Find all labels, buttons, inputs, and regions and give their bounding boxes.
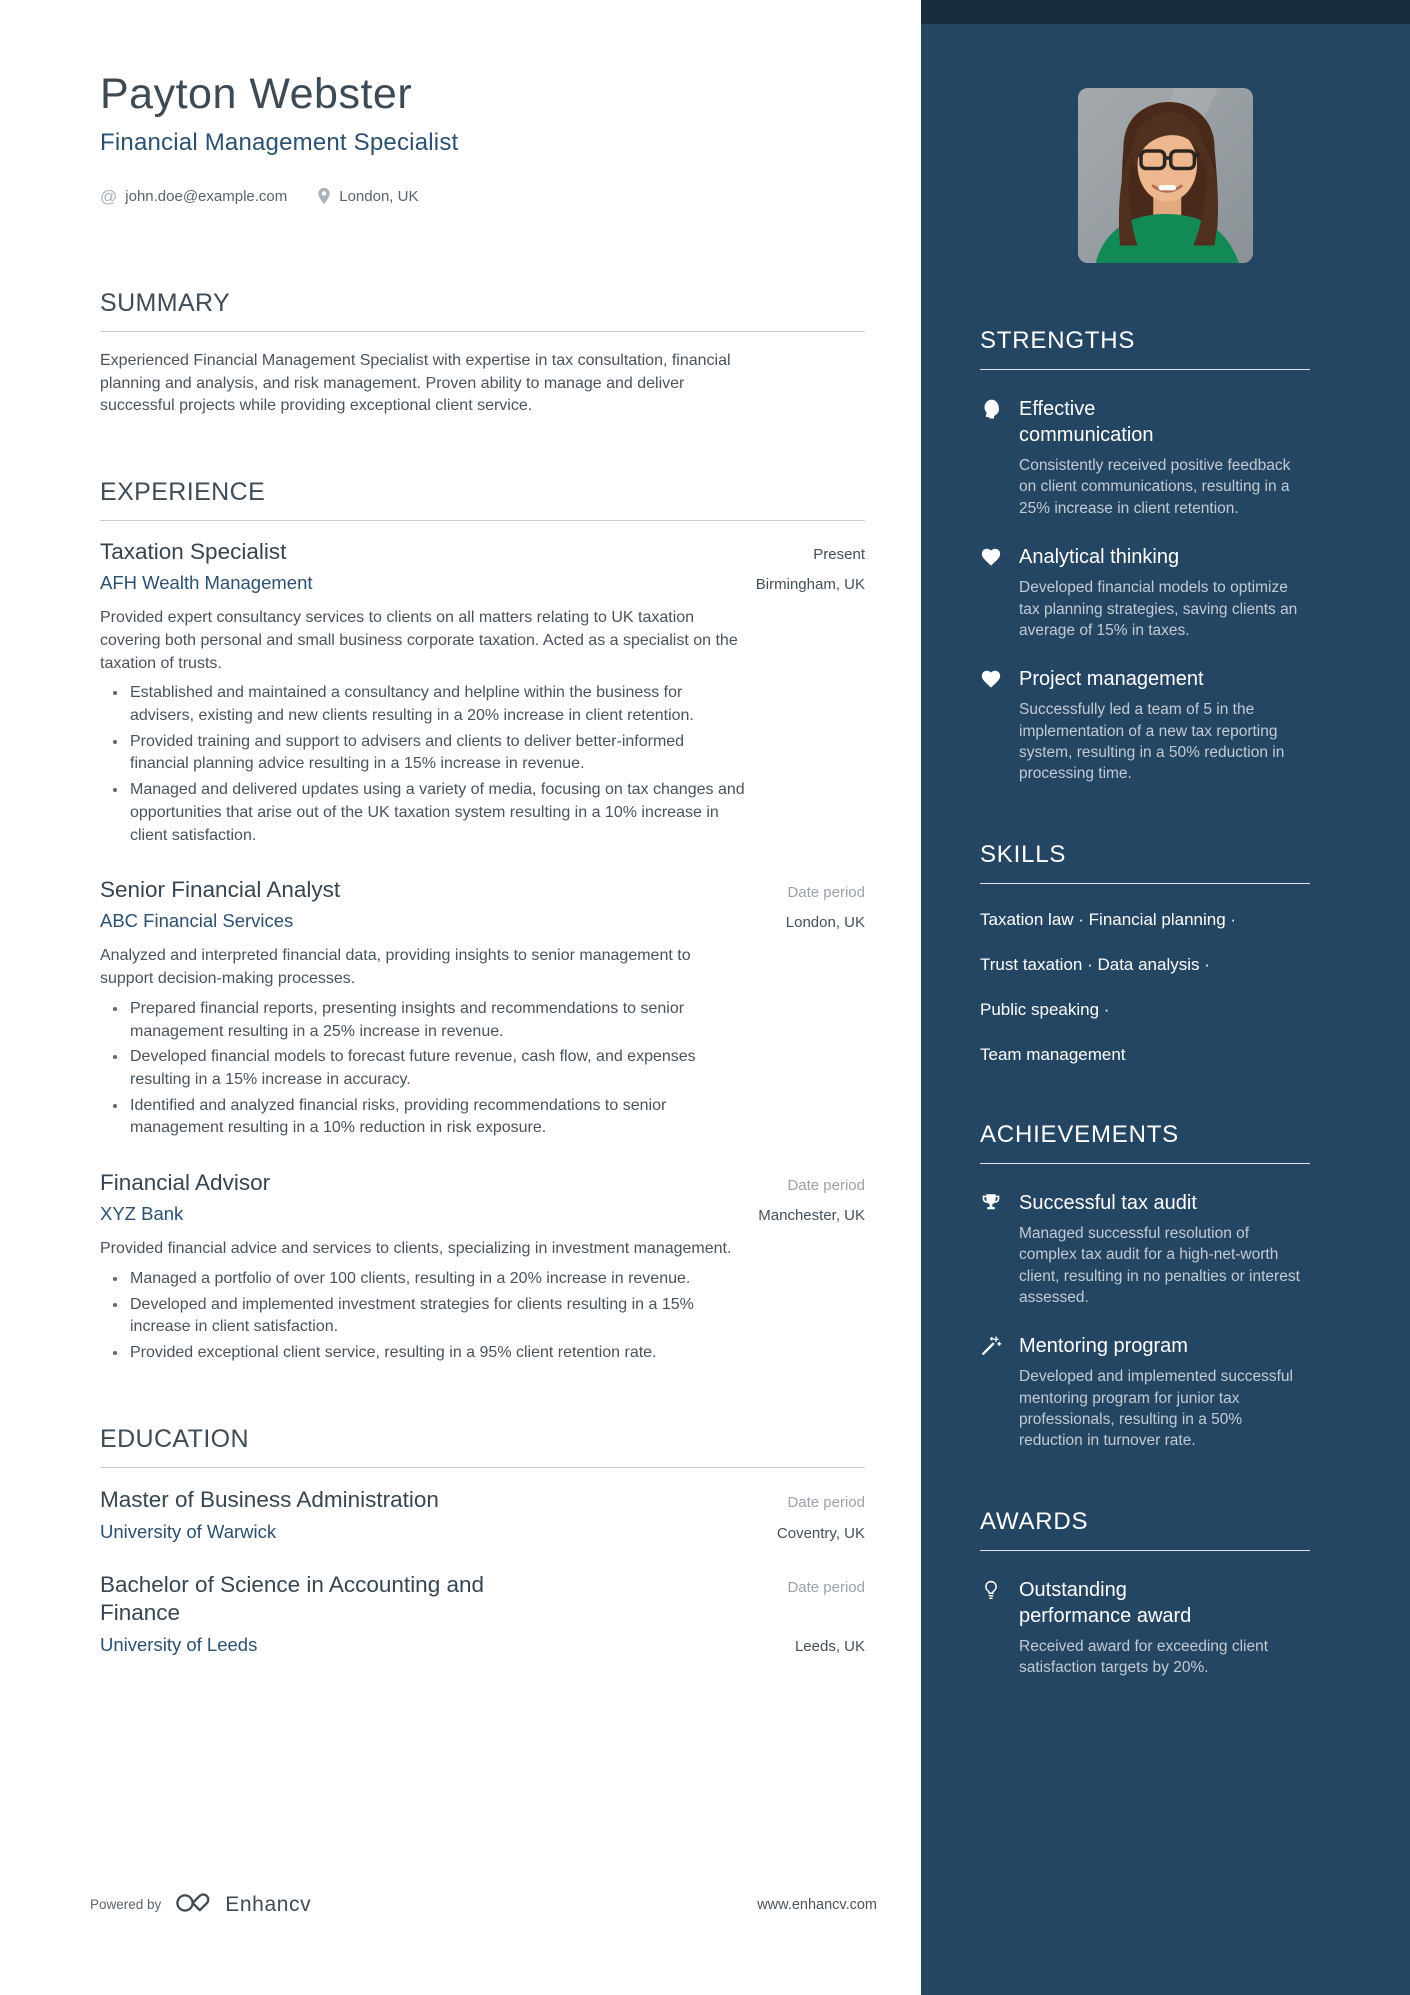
award-title: Outstanding performance award xyxy=(1019,1578,1192,1627)
job-title-row xyxy=(100,1170,865,1196)
achievement-item xyxy=(980,1190,1310,1309)
head-profile-icon xyxy=(980,396,1004,519)
achievement-title: Successful tax audit xyxy=(1019,1191,1197,1214)
experience-section xyxy=(100,478,865,1365)
skill-line: Trust taxation · Data analysis · xyxy=(980,954,1210,974)
location-text: London, UK xyxy=(339,187,419,205)
header xyxy=(100,70,865,205)
experience-entry xyxy=(100,539,865,847)
strength-item xyxy=(980,544,1310,641)
achievement-item xyxy=(980,1333,1310,1452)
strength-description: Successfully led a team of 5 in the implementation of a new tax reporting system, resulting in a 50% reduction in processing time. xyxy=(1019,701,1285,783)
company-name: ABC Financial Services xyxy=(100,910,294,932)
achievement-description: Managed successful resolution of complex tax audit for a high-net-worth client, resulting in no penalties or interest assessed. xyxy=(1019,1224,1300,1306)
sidebar xyxy=(921,0,1410,1995)
award-text xyxy=(1019,1577,1309,1679)
achievement-description: Developed and implemented successful mentoring program for junior tax professionals, resulting in a 50% reduction in turnover rate. xyxy=(1019,1368,1293,1450)
job-location: London, UK xyxy=(785,914,865,932)
location-pin-icon xyxy=(317,187,331,205)
bullet-item: • Managed and delivered updates using a variety of media, focusing on tax changes and opportunities that arise out of the UK taxation system resulting in a 10% increase in client satisfaction. xyxy=(128,779,745,847)
sidebar-content xyxy=(921,327,1410,1679)
enhancv-logo-icon[interactable] xyxy=(175,1888,211,1921)
bullet-item: • Identified and analyzed financial risks, providing recommendations to senior management resulting in a 10% reduction in risk exposure. xyxy=(128,1095,745,1140)
bullet-item: • Established and maintained a consultancy and helpline within the business for advisers, existing and new clients resulting in a 20% increase in client retention. xyxy=(128,682,745,727)
degree-date: Date period xyxy=(787,1493,865,1511)
job-title: Financial Advisor xyxy=(100,1170,271,1196)
sidebar-top-band xyxy=(921,0,1410,24)
experience-heading: EXPERIENCE xyxy=(100,478,865,521)
strength-text xyxy=(1019,396,1309,519)
trophy-icon xyxy=(980,1190,1004,1309)
summary-section xyxy=(100,289,865,418)
bullet-item: • Developed financial models to forecast future revenue, cash flow, and expenses resulting in a 15% increase in accuracy. xyxy=(128,1046,745,1091)
bullet-item: • Managed a portfolio of over 100 clients, resulting in a 20% increase in revenue. xyxy=(128,1268,745,1291)
strength-title: Analytical thinking xyxy=(1019,546,1180,569)
location-item xyxy=(317,187,418,205)
degree-row xyxy=(100,1571,865,1627)
education-section xyxy=(100,1425,865,1656)
education-entry xyxy=(100,1486,865,1543)
experience-entry xyxy=(100,877,865,1140)
skills-heading: SKILLS xyxy=(980,841,1310,884)
job-location: Birmingham, UK xyxy=(755,576,865,594)
job-title-row xyxy=(100,877,865,903)
school-name: University of Warwick xyxy=(100,1520,277,1542)
degree-title: Bachelor of Science in Accounting and Finance xyxy=(100,1571,485,1625)
skills-section xyxy=(980,841,1310,1065)
strengths-section xyxy=(980,327,1310,785)
contact-row xyxy=(100,187,865,205)
bullet-item: • Prepared financial reports, presenting insights and recommendations to senior management resulting in a 25% increase in revenue. xyxy=(128,998,745,1043)
job-title: Taxation Specialist xyxy=(100,539,287,565)
job-date: Date period xyxy=(787,1177,865,1195)
email-text: john.doe@example.com xyxy=(125,187,288,205)
experience-entry xyxy=(100,1170,865,1365)
strength-title: Effective communication xyxy=(1019,398,1154,446)
job-date: Date period xyxy=(787,884,865,902)
job-title-row xyxy=(100,539,865,565)
degree-date: Date period xyxy=(787,1578,865,1596)
skill-line: Taxation law · Financial planning · xyxy=(980,909,1237,929)
awards-section xyxy=(980,1508,1310,1679)
website-link[interactable]: www.enhancv.com xyxy=(757,1896,877,1913)
degree-row xyxy=(100,1486,865,1514)
person-title: Financial Management Specialist xyxy=(100,129,459,156)
job-location: Manchester, UK xyxy=(758,1207,865,1225)
strength-title: Project management xyxy=(1019,668,1204,691)
company-name: AFH Wealth Management xyxy=(100,572,313,594)
achievements-heading: ACHIEVEMENTS xyxy=(980,1121,1310,1164)
job-bullet-list xyxy=(100,998,745,1140)
lightbulb-icon xyxy=(980,1577,1004,1679)
job-company-row xyxy=(100,572,865,594)
strength-item xyxy=(980,666,1310,785)
heart-icon xyxy=(980,544,1004,641)
company-name: XYZ Bank xyxy=(100,1203,184,1225)
school-name: University of Leeds xyxy=(100,1634,258,1656)
awards-heading: AWARDS xyxy=(980,1508,1310,1551)
education-heading: EDUCATION xyxy=(100,1425,865,1468)
footer xyxy=(90,1888,877,1921)
strength-text xyxy=(1019,666,1309,785)
bullet-item: • Provided exceptional client service, resulting in a 95% client retention rate. xyxy=(128,1342,745,1365)
achievement-text xyxy=(1019,1190,1309,1309)
summary-heading: SUMMARY xyxy=(100,289,865,332)
strength-item xyxy=(980,396,1310,519)
enhancv-wordmark[interactable]: Enhancv xyxy=(225,1892,312,1916)
bullet-item: • Provided training and support to advisers and clients to deliver better-informed financial planning advice resulting in a 15% increase in revenue. xyxy=(128,731,745,776)
job-company-row xyxy=(100,910,865,932)
degree-title: Master of Business Administration xyxy=(100,1486,439,1512)
school-location: Leeds, UK xyxy=(794,1638,865,1656)
skill-line: Public speaking · xyxy=(980,999,1110,1019)
award-item xyxy=(980,1577,1310,1679)
profile-photo-illustration xyxy=(1078,88,1253,263)
strength-description: Consistently received positive feedback on client communications, resulting in a 25% increase in client retention. xyxy=(1019,457,1291,517)
job-description: Analyzed and interpreted financial data, providing insights to senior management to support decision-making processes. xyxy=(100,947,691,988)
job-company-row xyxy=(100,1203,865,1225)
skill-line: Team management xyxy=(980,1044,1126,1064)
powered-by-label: Powered by xyxy=(90,1897,162,1912)
brand-row xyxy=(90,1888,311,1921)
email-item xyxy=(100,188,287,205)
strength-description: Developed financial models to optimize tax planning strategies, saving clients an average of 15% in taxes. xyxy=(1019,579,1298,639)
strength-text xyxy=(1019,544,1309,641)
achievements-section xyxy=(980,1121,1310,1452)
profile-photo xyxy=(1078,88,1253,263)
education-entry xyxy=(100,1571,865,1656)
achievement-text xyxy=(1019,1333,1309,1452)
summary-text: Experienced Financial Management Specialist with expertise in tax consultation, financial planning and analysis, and risk management. Proven ability to manage and deliver successful projects while providing exceptional client service. xyxy=(100,352,731,415)
heart-icon xyxy=(980,666,1004,785)
job-bullet-list xyxy=(100,1268,745,1365)
job-description: Provided financial advice and services to clients, specializing in investment management. xyxy=(100,1240,732,1258)
bullet-item: • Developed and implemented investment strategies for clients resulting in a 15% increase in client satisfaction. xyxy=(128,1294,745,1339)
person-name: Payton Webster xyxy=(100,70,413,118)
at-icon: @ xyxy=(100,186,118,206)
magic-wand-icon xyxy=(980,1333,1004,1452)
achievement-title: Mentoring program xyxy=(1019,1335,1188,1358)
strengths-heading: STRENGTHS xyxy=(980,327,1310,370)
job-description: Provided expert consultancy services to clients on all matters relating to UK taxation covering both personal and small business corporate taxation. Acted as a specialist on the taxation of trusts. xyxy=(100,609,738,672)
job-bullet-list xyxy=(100,682,745,847)
award-description: Received award for exceeding client satisfaction targets by 20%. xyxy=(1019,1637,1268,1677)
school-row xyxy=(100,1634,865,1656)
school-row xyxy=(100,1521,865,1543)
school-location: Coventry, UK xyxy=(776,1524,865,1542)
job-date: Present xyxy=(813,546,865,564)
job-title: Senior Financial Analyst xyxy=(100,877,341,903)
